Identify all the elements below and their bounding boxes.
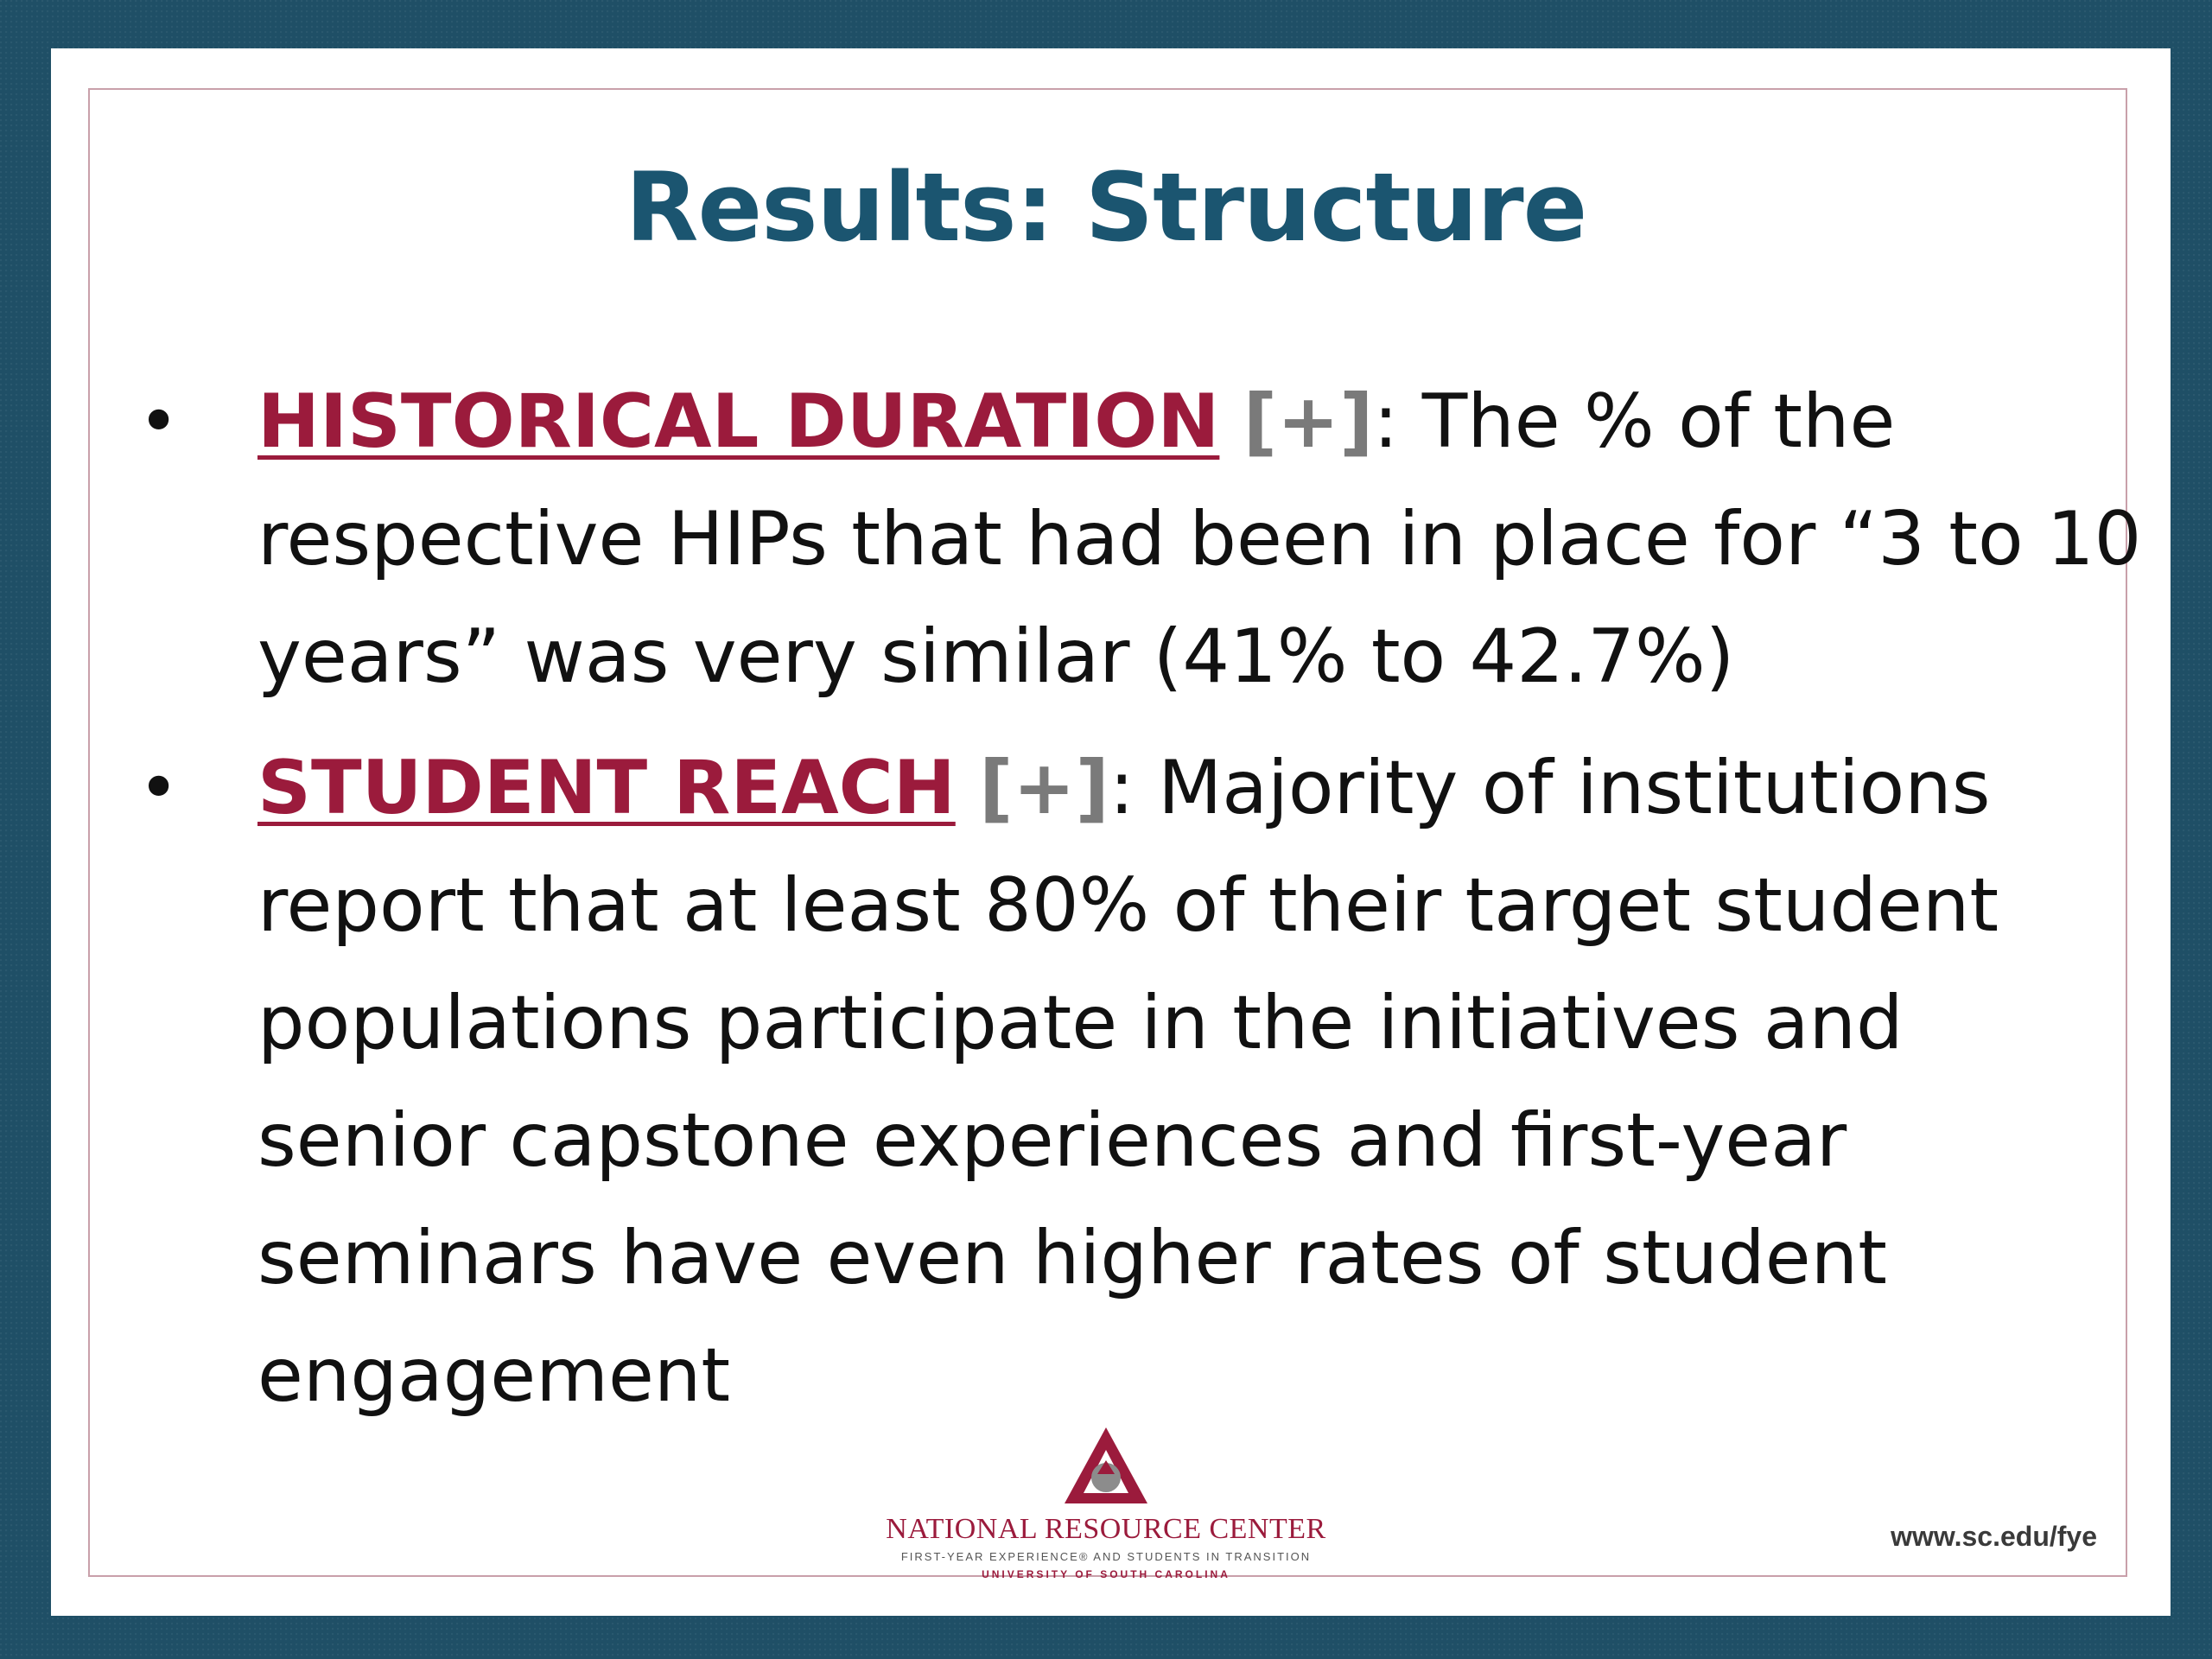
bullet-historical-duration — [130, 363, 2143, 715]
footer-url[interactable]: www.sc.edu/fye — [1891, 1521, 2097, 1552]
student-reach-text: Majority of institutions report that at least 80% of their target student populations participate in the initiatives and senior capstone experiences and first-year seminars have even higher rates of student engagement — [257, 745, 1999, 1419]
bullet-list — [130, 363, 2143, 1448]
nrc-logo — [847, 1426, 1365, 1599]
bullet-student-reach — [130, 729, 2143, 1434]
student-reach-link[interactable]: STUDENT REACH — [257, 745, 956, 831]
slide-title: Results: Structure — [625, 152, 1587, 263]
bullet-marker: • — [138, 747, 180, 828]
historical-duration-expand-link[interactable]: [+] — [1243, 378, 1374, 465]
bullet-separator: : — [1373, 378, 1399, 465]
nrc-triangle-icon — [1063, 1426, 1149, 1508]
logo-tagline: FIRST-YEAR EXPERIENCE® AND STUDENTS IN TRANSITION — [900, 1550, 1312, 1563]
historical-duration-link[interactable]: HISTORICAL DURATION — [257, 378, 1220, 465]
bullet-separator: : — [1109, 745, 1135, 831]
student-reach-expand-link[interactable]: [+] — [979, 745, 1109, 831]
logo-name: NATIONAL RESOURCE CENTER — [886, 1513, 1326, 1545]
bullet-marker: • — [138, 381, 180, 461]
logo-university: UNIVERSITY OF SOUTH CAROLINA — [982, 1568, 1230, 1580]
historical-duration-text: The % of the respective HIPs that had been in place for “3 to 10 years” was very similar (41% to 42.7%) — [257, 378, 2142, 700]
